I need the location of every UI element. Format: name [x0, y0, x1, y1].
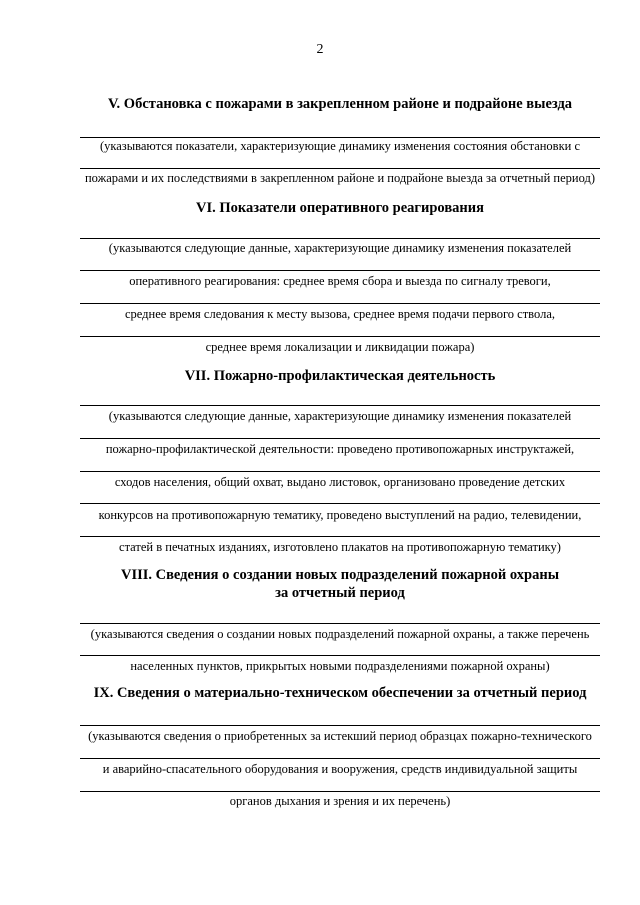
fill-line [80, 791, 600, 792]
section-vi-heading: VI. Показатели оперативного реагирования [196, 200, 484, 216]
section-viii-heading-line-1: VIII. Сведения о создании новых подразделений пожарной охраны [120, 567, 560, 583]
section-ix-caption-1: (указываются сведения о приобретенных за истекший период образцах пожарно-технического [88, 729, 592, 743]
fill-line [80, 623, 600, 624]
page-number: 2 [316, 42, 324, 57]
section-vi-caption-4: среднее время локализации и ликвидации пожара) [205, 340, 475, 354]
section-v-heading: V. Обстановка с пожарами в закрепленном районе и подрайоне выезда [107, 96, 573, 112]
fill-line [80, 405, 600, 406]
section-v-caption-1: (указываются показатели, характеризующие динамику изменения состояния обстановки с [99, 139, 581, 153]
section-vii-caption-1: (указываются следующие данные, характеризующие динамику изменения показателей [108, 409, 572, 423]
fill-line [80, 438, 600, 439]
fill-line [80, 471, 600, 472]
section-vii-caption-2: пожарно-профилактической деятельности: проведено противопожарных инструктажей, [105, 442, 575, 456]
section-vii-caption-4: конкурсов на противопожарную тематику, проведено выступлений на радио, телевидении, [98, 508, 582, 522]
section-vi-caption-3: среднее время следования к месту вызова, среднее время подачи первого ствола, [125, 307, 555, 321]
fill-line [80, 336, 600, 337]
fill-line [80, 655, 600, 656]
fill-line [80, 270, 600, 271]
fill-line [80, 303, 600, 304]
fill-line [80, 168, 600, 169]
fill-line [80, 536, 600, 537]
section-vii-heading: VII. Пожарно-профилактическая деятельность [184, 368, 496, 384]
section-ix-caption-2: и аварийно-спасательного оборудования и вооружения, средств индивидуальной защиты [102, 762, 578, 776]
section-vii-caption-3: сходов населения, общий охват, выдано листовок, организовано проведение детских [114, 475, 566, 489]
section-ix-caption-3: органов дыхания и зрения и их перечень) [229, 794, 451, 808]
fill-line [80, 137, 600, 138]
section-vii-caption-5: статей в печатных изданиях, изготовлено плакатов на противопожарную тематику) [119, 540, 561, 554]
section-viii-caption-1: (указываются сведения о создании новых подразделений пожарной охраны, а также перечень [90, 627, 590, 641]
section-vi-caption-2: оперативного реагирования: среднее время сбора и выезда по сигналу тревоги, [129, 274, 551, 288]
fill-line [80, 503, 600, 504]
section-v-caption-2: пожарами и их последствиями в закрепленном районе и подрайоне выезда за отчетный период) [84, 171, 595, 185]
fill-line [80, 758, 600, 759]
fill-line [80, 725, 600, 726]
section-vi-caption-1: (указываются следующие данные, характеризующие динамику изменения показателей [108, 241, 572, 255]
section-viii-heading-line-2: за отчетный период [275, 585, 405, 601]
section-ix-heading: IX. Сведения о материально-техническом обеспечении за отчетный период [93, 685, 587, 701]
fill-line [80, 238, 600, 239]
section-viii-caption-2: населенных пунктов, прикрытых новыми подразделениями пожарной охраны) [130, 659, 550, 673]
